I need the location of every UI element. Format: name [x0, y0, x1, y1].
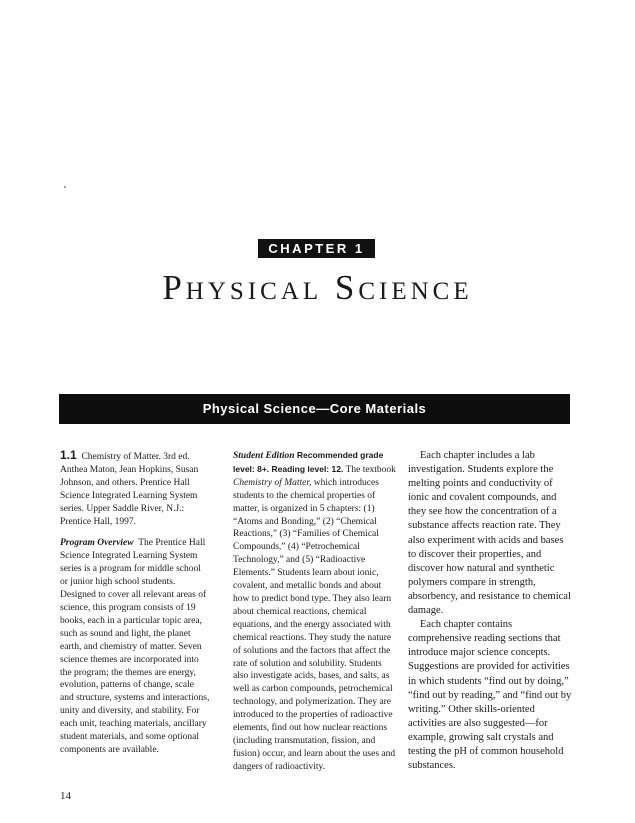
reading-paragraph: Each chapter contains comprehensive reading sections that introduce major science concepts. Suggestions are provided for activities in which students “find out by doing,” “find out by reading,” and “find out by writing.” Other skills-oriented activities are also suggested—for example, growing salt crystals and testing the pH of common household substances.	[408, 619, 572, 772]
student-edition-label: Student Edition	[233, 451, 295, 461]
program-overview	[60, 537, 210, 756]
grade-info: Recommended grade level: 8+. Reading level: 12.	[233, 450, 384, 474]
column-1	[60, 449, 210, 757]
para-a-body: which introduces students to the chemical properties of matter, is organized in 5 chapters: (1) “Atoms and Bonding,” (2) “Chemical Reactions,” (3) “Families of Chemical Compounds,” (4) “Petrochemical Technology,” and (5) “Radioactive Elements.” Students learn about ionic, covalent, and metallic bonds and about how to predict bond type. They also learn about chemical reactions, chemical equations, and the energy associated with chemical reactions. They study the nature of solutions and the factors that affect the rate of solution and solubility. Students also investigate acids, bases, and salts, as well as carbon compounds, petrochemical technology, and polymerization. They are introduced to the properties of radioactive elements, find out how nuclear reactions (including transmutation, fission, and fusion) occur, and learn about the uses and dangers of radioactivity.	[233, 477, 396, 772]
overview-label: Program Overview	[60, 538, 134, 549]
overview-text: The Prentice Hall Science Integrated Learning System series is a program for middle school or junior high school students. Designed to cover all relevant areas of science, this program consists of 19 books, each in a particular topic area, such as sound and light, the planet earth, and chemistry of matter. Seven science themes are incorporated into the program; the themes are energy, evolution, patterns of change, scale and structure, systems and interactions, unity and diversity, and stability. For each unit, teaching materials, ancillary student materials, and some optional components are available.	[60, 538, 210, 755]
citation-text: Chemistry of Matter. 3rd ed. Anthea Maton, Jean Hopkins, Susan Johnson, and others. Prentice Hall Science Integrated Learning System series. Upper Saddle River, N.J.: Prentice Hall, 1997.	[60, 452, 199, 527]
para-a-start: The textbook	[345, 464, 396, 475]
student-edition-paragraph	[233, 449, 398, 774]
section-banner: Physical Science—Core Materials	[59, 394, 570, 424]
chapter-label: CHAPTER 1	[258, 239, 375, 258]
column-2	[233, 449, 398, 774]
chapter-title: Physical Science	[162, 268, 473, 307]
entry-number: 1.1	[60, 448, 77, 462]
lab-paragraph: Each chapter includes a lab investigation. Students explore the melting points and conductivity of ionic and covalent compounds, and they see how the concentration of a substance affects reaction rate. They also experiment with acids and bases to discover their properties, and discover how natural and synthetic polymers compare in strength, absorbency, and resistance to chemical damage.	[408, 450, 571, 617]
book-title: Chemistry of Matter,	[233, 477, 312, 488]
scan-speck	[64, 186, 66, 188]
entry-citation	[60, 449, 210, 528]
column-3	[408, 449, 572, 773]
page-number: 14	[60, 790, 71, 802]
